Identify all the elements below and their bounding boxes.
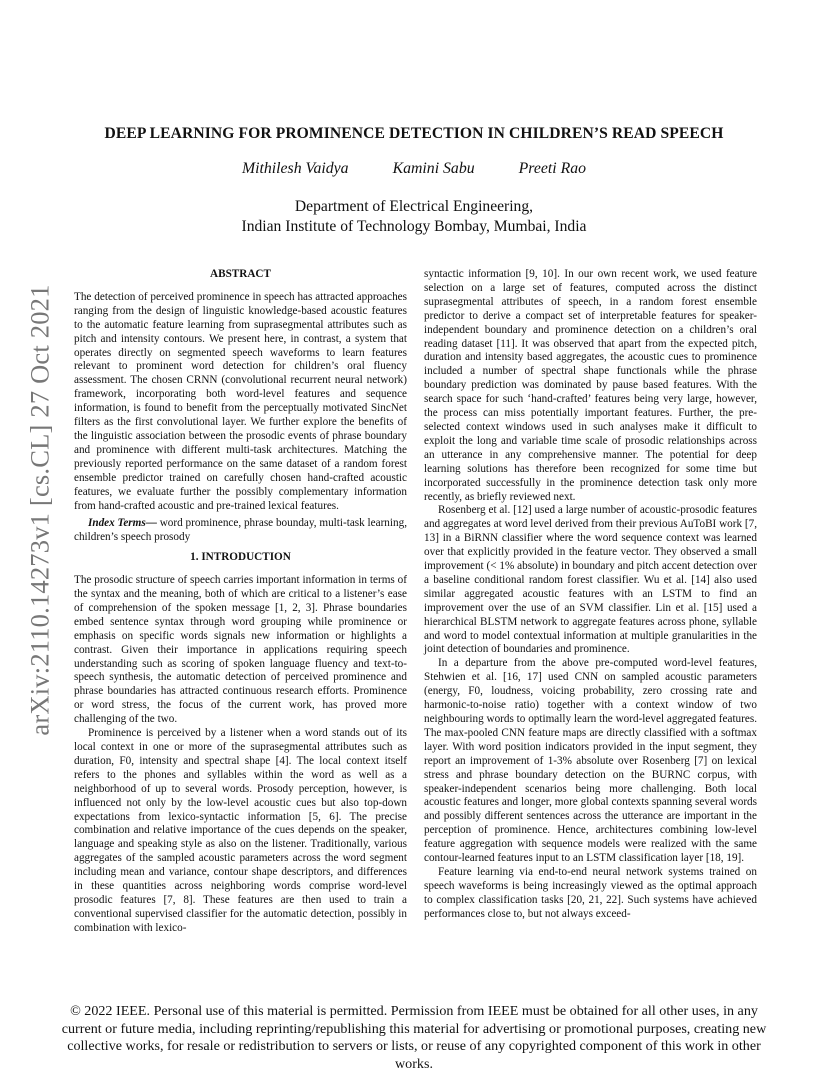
affiliation xyxy=(0,197,828,237)
intro-paragraph-3: syntactic information [9, 10]. In our own recent work, we used feature selection on a large set of features, computed across the distinct suprasegmental attributes of speech, in a random forest ensemble predictor to derive a compact set of interpretable features for speaker-independent boundary and prominence detection on a children’s oral reading dataset [11]. It was observed that apart from the expected pitch, duration and intensity based aggregates, the acoustic cues to prominence included a number of spectral shape functionals while the phrase boundary prediction was dominated by pause based features. With the search space for such ‘hand-crafted’ features being very large, however, the process can miss potentially important features. Further, the pre-selected context windows used in such analyses make it difficult to exploit the long and variable time scale of prosodic relationships across an utterance in any comprehensive manner. The potential for deep learning solutions has therefore been recognized for some time but incorporated successfully in the prominence detection task only more recently, as briefly reviewed next. xyxy=(424,268,757,503)
abstract-text: The detection of perceived prominence in speech has attracted approaches ranging from the design of linguistic knowledge-based acoustic features to the automatic feature learning from suprasegmental attributes such as pitch and intensity contours. We present here, in contrast, a system that operates directly on segmented speech waveforms to learn features relevant to prominent word detection for children’s oral fluency assessment. The chosen CRNN (convolutional recurrent neural network) framework, incorporating both word-level features and sequence information, is found to benefit from the perceptually motivated SincNet filters as the first convolutional layer. We further explore the benefits of the linguistic association between the prosodic events of phrase boundary and prominence with different multi-task architectures. Matching the previously reported performance on the same dataset of a random forest ensemble predictor trained on carefully chosen hand-crafted acoustic features, we evaluate further the possibly complementary information from hand-crafted acoustic and pre-trained lexical features. xyxy=(74,290,407,512)
index-terms xyxy=(74,517,407,545)
intro-paragraph-1: The prosodic structure of speech carries important information in terms of the syntax and the meaning, both of which are critical to a listener’s ease of comprehension of the spoken message [1, 2, 3]. Phrase boundaries embed sentence syntax through word grouping while prominence or emphasis on specific words signals new information or highlights a contrast. Given their importance in applications requiring speech understanding such as scoring of spoken language fluency and text-to-speech synthesis, the automatic detection of perceived prominence and phrase boundaries has attracted continuous research efforts. Prominence or word stress, the focus of the current work, has proved more challenging of the two. xyxy=(74,574,407,726)
intro-paragraph-4: Rosenberg et al. [12] used a large number of acoustic-prosodic features and aggregates at word level derived from their previous AuToBI work [7, 13] in a BiRNN classifier where the word sequence context was learned over that explicitly provided in the feature vector. They observed a small improvement (< 1% absolute) in boundary and pitch accent detection over a baseline conditional random forest classifier. Wu et al. [14] also used similar aggregated acoustic features with an LSTM to find an improvement over the use of an SVM classifier. Lin et al. [15] used a hierarchical BLSTM network to aggregate features across phone, syllable and word to model contextual information at multiple granularities in the joint detection of boundaries and prominence. xyxy=(424,504,757,656)
introduction-heading: 1. INTRODUCTION xyxy=(190,551,291,564)
intro-paragraph-5: In a departure from the above pre-computed word-level features, Stehwien et al. [16, 17] used CNN on sampled acoustic parameters (energy, F0, loudness, voicing probability, zero crossing rate and harmonic-to-noise ratio) together with a context window of two neighbouring words to optimally learn the word-level aggregated features. The max-pooled CNN feature maps are directly classified with a softmax layer. With word position indicators provided in the input segment, they report an improvement of 1-3% absolute over Rosenberg [7] on lexical stress and phrase boundary detection on the BURNC corpus, with speaker-independent scenarios being more challenging. Both local acoustic features and longer, more global contexts spanning several words and possibly different sentences across the utterance are important in the perception of prominence. Hence, architectures combining low-level feature aggregation with sequence models were realized with the same contour-learned features input to an LSTM classification layer [18, 19]. xyxy=(424,657,757,865)
index-terms-text: word prominence, phrase bounday, multi-task learning, children’s speech prosody xyxy=(74,517,407,544)
author-name: Mithilesh Vaidya xyxy=(241,160,349,177)
arxiv-stamp-text: arXiv:2110.14273v1 [cs.CL] 27 Oct 2021 xyxy=(24,284,55,736)
left-column xyxy=(74,268,407,936)
paper-title: DEEP LEARNING FOR PROMINENCE DETECTION IN CHILDREN’S READ SPEECH xyxy=(104,125,724,142)
arxiv-stamp xyxy=(18,284,62,736)
right-column xyxy=(424,268,757,922)
author-name: Preeti Rao xyxy=(518,160,587,177)
affiliation-line: Department of Electrical Engineering, xyxy=(294,198,534,215)
copyright-footer: © 2022 IEEE. Personal use of this material is permitted. Permission from IEEE must be obtained for all other uses, in any current or future media, including reprinting/republishing this material for advertising or promotional purposes, creating new collective works, for resale or redistribution to servers or lists, or reuse of any copyrighted component of this work in other works. xyxy=(61,1003,767,1072)
index-terms-label: Index Terms— xyxy=(88,517,157,530)
intro-paragraph-2: Prominence is perceived by a listener when a word stands out of its local context in one or more of the suprasegmental attributes such as duration, F0, intensity and spectral shape [4]. The local context itself refers to the phones and syllables within the word as well as a neighborhood of up to several words. Prosody perception, however, is influenced not only by the low-level acoustic cues but also top-down expectations from lexico-syntactic information [5, 6]. The precise combination and relative importance of the cues depends on the speaker, language and speaking style as also on the listener. Traditionally, various aggregates of the sampled acoustic parameters across the word segment including mean and variance, contour shape descriptors, and differences in these quantities across neighboring words comprise word-level prosodic features [7, 8]. These features are then used to train a conventional supervised classifier for the automatic detection, possibly in combination with lexico- xyxy=(74,727,407,934)
affiliation-line: Indian Institute of Technology Bombay, Mumbai, India xyxy=(241,218,587,235)
author-name: Kamini Sabu xyxy=(392,160,475,177)
intro-paragraph-6: Feature learning via end-to-end neural network systems trained on speech waveforms is being increasingly viewed as the optimal approach to complex classification tasks [20, 21, 22]. Such systems have achieved performances close to, but not always exceed- xyxy=(424,865,757,920)
author-list xyxy=(0,160,828,178)
abstract-heading: ABSTRACT xyxy=(210,268,271,280)
